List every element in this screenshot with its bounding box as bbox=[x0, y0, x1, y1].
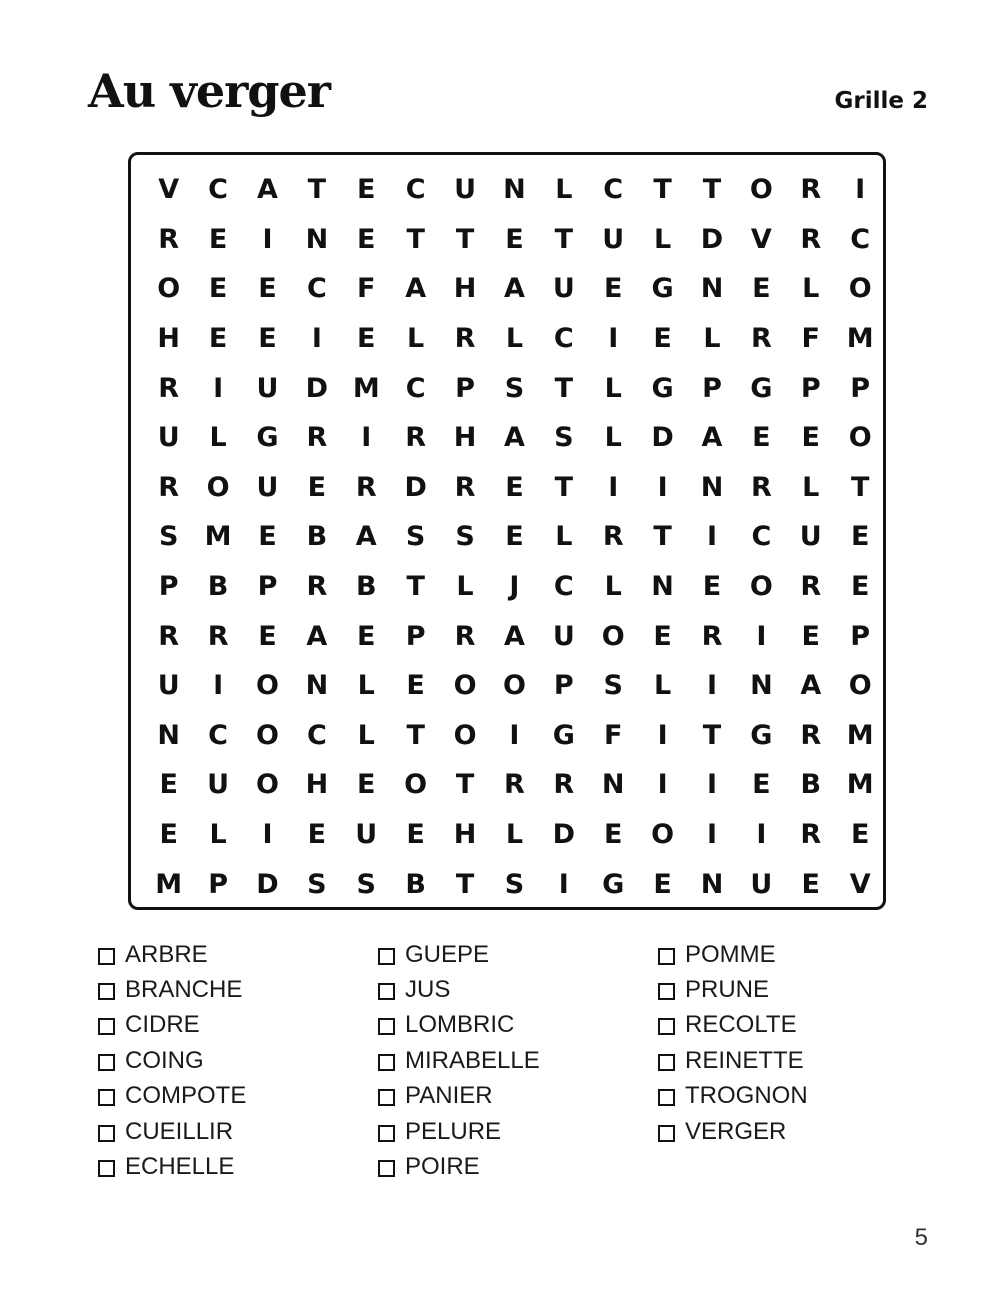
grid-cell[interactable]: E bbox=[357, 323, 376, 355]
grid-cell[interactable]: N bbox=[750, 670, 773, 702]
grid-cell[interactable]: I bbox=[608, 471, 619, 503]
grid-cell[interactable]: T bbox=[307, 174, 327, 206]
grid-cell[interactable]: N bbox=[651, 571, 674, 603]
grid-cell[interactable]: H bbox=[453, 273, 477, 305]
grid-cell[interactable]: P bbox=[208, 868, 228, 900]
grid-cell[interactable]: A bbox=[355, 521, 377, 553]
grid-cell[interactable]: R bbox=[454, 620, 476, 652]
word-label: CIDRE bbox=[125, 1011, 200, 1039]
grid-cell[interactable]: I bbox=[657, 769, 668, 801]
grid-cell[interactable]: G bbox=[750, 372, 773, 404]
grid-cell[interactable]: L bbox=[357, 670, 375, 702]
checkbox[interactable] bbox=[98, 1018, 115, 1035]
page-title: Au verger bbox=[88, 64, 331, 118]
grid-cell[interactable]: E bbox=[208, 273, 228, 305]
grid-cell[interactable]: T bbox=[653, 521, 672, 553]
grid-cell[interactable]: O bbox=[749, 174, 773, 206]
grid-cell[interactable]: L bbox=[604, 422, 622, 454]
grid-cell[interactable]: L bbox=[604, 372, 622, 404]
grid-cell[interactable]: I bbox=[213, 670, 224, 702]
word-list bbox=[98, 937, 858, 1185]
grid-cell[interactable]: E bbox=[357, 223, 376, 255]
word-list-item[interactable] bbox=[98, 937, 378, 972]
grid-cell[interactable]: C bbox=[306, 273, 327, 305]
grid-cell[interactable]: T bbox=[554, 223, 574, 255]
grid-cell[interactable]: R bbox=[454, 323, 476, 355]
grid-cell[interactable]: O bbox=[651, 819, 675, 851]
grid-cell[interactable]: B bbox=[800, 769, 822, 801]
grid-cell[interactable]: L bbox=[407, 323, 425, 355]
word-label: GUEPE bbox=[405, 940, 490, 968]
grid-cell[interactable]: D bbox=[256, 868, 279, 900]
grid-cell[interactable]: D bbox=[305, 372, 329, 404]
grid-cell[interactable]: G bbox=[602, 868, 625, 900]
checkbox[interactable] bbox=[98, 1125, 115, 1142]
grid-cell[interactable]: H bbox=[157, 323, 180, 355]
grid-cell[interactable]: R bbox=[158, 223, 180, 255]
word-list-item[interactable] bbox=[98, 1149, 378, 1184]
grid-cell[interactable]: B bbox=[405, 868, 426, 900]
word-list-item[interactable] bbox=[378, 1008, 658, 1043]
grid-cell[interactable]: R bbox=[306, 422, 328, 454]
grid-cell[interactable]: O bbox=[404, 769, 428, 801]
grid-cell[interactable]: U bbox=[552, 620, 575, 652]
grid-cell[interactable]: S bbox=[504, 868, 525, 900]
word-label: POMME bbox=[685, 940, 776, 968]
grid-cell[interactable]: U bbox=[256, 372, 279, 404]
word-list-item[interactable] bbox=[98, 1043, 378, 1078]
grid-cell[interactable]: N bbox=[157, 719, 180, 751]
grid-cell[interactable]: G bbox=[651, 273, 674, 305]
grid-cell[interactable]: E bbox=[307, 819, 327, 851]
grid-cell[interactable]: A bbox=[257, 174, 278, 206]
word-label: ECHELLE bbox=[125, 1153, 235, 1181]
grid-cell[interactable]: R bbox=[750, 471, 772, 503]
grid-cell[interactable]: R bbox=[602, 521, 624, 553]
grid-cell[interactable]: T bbox=[406, 571, 425, 603]
word-label: PRUNE bbox=[685, 976, 770, 1004]
grid-cell[interactable]: U bbox=[256, 471, 279, 503]
grid-cell[interactable]: A bbox=[503, 422, 525, 454]
grid-cell[interactable]: P bbox=[850, 620, 871, 652]
grid-cell[interactable]: O bbox=[256, 769, 279, 801]
grid-cell[interactable]: P bbox=[702, 372, 722, 404]
grid-cell[interactable]: V bbox=[158, 174, 180, 206]
word-label: VERGER bbox=[685, 1117, 787, 1145]
word-list-item[interactable] bbox=[378, 1114, 658, 1149]
word-label: TROGNON bbox=[685, 1082, 808, 1110]
grid-cell[interactable]: L bbox=[209, 422, 227, 454]
grid-label: Grille 2 bbox=[834, 88, 928, 114]
grid-cell[interactable]: O bbox=[848, 670, 872, 702]
grid-cell[interactable]: U bbox=[207, 769, 230, 801]
grid-cell[interactable]: T bbox=[455, 223, 475, 255]
grid-cell[interactable]: R bbox=[701, 620, 723, 652]
grid-cell[interactable]: T bbox=[455, 868, 475, 900]
grid-cell[interactable]: E bbox=[850, 521, 870, 553]
grid-cell[interactable]: H bbox=[305, 769, 329, 801]
grid-cell[interactable]: L bbox=[505, 323, 524, 355]
grid-cell[interactable]: R bbox=[750, 323, 772, 355]
grid-cell[interactable]: R bbox=[800, 719, 822, 751]
grid-cell[interactable]: P bbox=[405, 620, 426, 652]
grid-cell[interactable]: A bbox=[503, 620, 525, 652]
checkbox[interactable] bbox=[378, 983, 395, 1000]
word-list-item[interactable] bbox=[378, 1149, 658, 1184]
grid-cell[interactable]: S bbox=[158, 521, 179, 553]
grid-cell[interactable]: L bbox=[703, 323, 721, 355]
grid-cell[interactable]: E bbox=[208, 223, 228, 255]
word-list-item[interactable] bbox=[658, 1079, 858, 1114]
word-label: ARBRE bbox=[125, 940, 208, 968]
word-label: COING bbox=[125, 1046, 204, 1074]
grid-cell[interactable]: E bbox=[159, 819, 178, 851]
grid-cell[interactable]: C bbox=[208, 719, 228, 751]
grid-cell[interactable]: T bbox=[406, 719, 425, 751]
checkbox[interactable] bbox=[658, 1054, 675, 1071]
word-list-item[interactable] bbox=[658, 1043, 858, 1078]
grid-cell[interactable]: C bbox=[553, 323, 574, 355]
checkbox[interactable] bbox=[378, 1089, 395, 1106]
checkbox[interactable] bbox=[658, 1125, 675, 1142]
word-label: JUS bbox=[405, 976, 451, 1004]
grid-cell[interactable]: I bbox=[706, 521, 718, 553]
grid-cell[interactable]: C bbox=[850, 223, 871, 255]
grid-cell[interactable]: I bbox=[213, 372, 224, 404]
grid-cell[interactable]: T bbox=[554, 471, 574, 503]
grid-cell[interactable]: B bbox=[306, 521, 328, 553]
grid-cell[interactable]: O bbox=[502, 670, 526, 702]
grid-cell[interactable]: R bbox=[158, 471, 180, 503]
grid-cell[interactable]: P bbox=[158, 571, 179, 603]
checkbox[interactable] bbox=[378, 1125, 395, 1142]
grid-cell[interactable]: U bbox=[602, 223, 625, 255]
grid-cell[interactable]: U bbox=[552, 273, 575, 305]
grid-cell[interactable]: L bbox=[802, 471, 820, 503]
grid-cell[interactable]: E bbox=[505, 223, 524, 255]
checkbox[interactable] bbox=[378, 1160, 395, 1177]
grid-cell[interactable]: P bbox=[850, 372, 871, 404]
grid-cell[interactable]: O bbox=[206, 471, 230, 503]
grid-cell[interactable]: O bbox=[453, 670, 477, 702]
checkbox[interactable] bbox=[98, 983, 115, 1000]
grid-cell[interactable]: D bbox=[552, 819, 576, 851]
grid-cell[interactable]: O bbox=[256, 719, 279, 751]
word-label: LOMBRIC bbox=[405, 1011, 515, 1039]
grid-cell[interactable]: E bbox=[357, 620, 376, 652]
grid-cell[interactable]: T bbox=[702, 719, 722, 751]
checkbox[interactable] bbox=[658, 983, 675, 1000]
grid-cell[interactable]: R bbox=[306, 571, 328, 603]
grid-cell[interactable]: S bbox=[554, 422, 574, 454]
grid-cell[interactable]: L bbox=[209, 819, 227, 851]
grid-cell[interactable]: E bbox=[406, 819, 425, 851]
grid-cell[interactable]: E bbox=[653, 620, 672, 652]
grid-cell[interactable]: N bbox=[700, 471, 724, 503]
grid-cell[interactable]: P bbox=[553, 670, 574, 702]
grid-cell[interactable]: N bbox=[700, 273, 724, 305]
grid-cell[interactable]: E bbox=[307, 471, 327, 503]
checkbox[interactable] bbox=[378, 1018, 395, 1035]
grid-cell[interactable]: U bbox=[355, 819, 378, 851]
grid-cell[interactable]: O bbox=[453, 719, 477, 751]
grid-cell[interactable]: C bbox=[405, 372, 426, 404]
grid-cell[interactable]: E bbox=[801, 422, 820, 454]
grid-cell[interactable]: E bbox=[752, 769, 771, 801]
grid-cell[interactable]: D bbox=[700, 223, 724, 255]
grid-cell[interactable]: V bbox=[849, 868, 871, 900]
grid-cell[interactable]: V bbox=[750, 223, 772, 255]
grid-cell[interactable]: B bbox=[355, 571, 377, 603]
grid-cell[interactable]: I bbox=[756, 620, 767, 652]
grid-cell[interactable]: E bbox=[357, 174, 376, 206]
grid-cell[interactable]: U bbox=[454, 174, 476, 206]
grid-cell[interactable]: O bbox=[157, 273, 181, 305]
grid-cell[interactable]: I bbox=[262, 819, 273, 851]
grid-cell[interactable]: N bbox=[305, 223, 329, 255]
grid-cell[interactable]: L bbox=[456, 571, 474, 603]
grid-cell[interactable]: N bbox=[601, 769, 625, 801]
grid-cell[interactable]: M bbox=[846, 323, 874, 355]
grid-cell[interactable]: C bbox=[603, 174, 624, 206]
grid-cell[interactable]: E bbox=[752, 422, 771, 454]
grid-cell[interactable]: O bbox=[601, 620, 625, 652]
grid-cell[interactable]: B bbox=[207, 571, 229, 603]
grid-cell[interactable]: E bbox=[801, 868, 820, 900]
grid-cell[interactable]: L bbox=[555, 174, 573, 206]
grid-cell[interactable]: O bbox=[848, 422, 872, 454]
grid-cell[interactable]: T bbox=[653, 174, 672, 206]
checkbox[interactable] bbox=[658, 1018, 675, 1035]
word-list-item[interactable] bbox=[378, 1079, 658, 1114]
grid-cell[interactable]: U bbox=[157, 670, 180, 702]
word-list-item[interactable] bbox=[658, 1114, 858, 1149]
word-label: BRANCHE bbox=[125, 976, 243, 1004]
grid-cell[interactable]: A bbox=[800, 670, 822, 702]
grid-cell[interactable]: N bbox=[700, 868, 724, 900]
grid-cell[interactable]: G bbox=[651, 372, 674, 404]
word-list-item[interactable] bbox=[658, 1008, 858, 1043]
grid-cell[interactable]: L bbox=[555, 521, 573, 553]
grid-cell[interactable]: A bbox=[701, 422, 723, 454]
grid-cell[interactable]: A bbox=[503, 273, 525, 305]
word-list-item[interactable] bbox=[658, 972, 858, 1007]
grid-cell[interactable]: J bbox=[509, 571, 520, 603]
grid-cell[interactable]: D bbox=[651, 422, 674, 454]
grid-cell[interactable]: E bbox=[653, 323, 672, 355]
grid-cell[interactable]: E bbox=[850, 819, 870, 851]
grid-cell[interactable]: I bbox=[262, 223, 273, 255]
grid-cell[interactable]: E bbox=[159, 769, 178, 801]
grid-cell[interactable]: H bbox=[453, 819, 477, 851]
grid-cell[interactable]: F bbox=[357, 273, 376, 305]
word-list-item[interactable] bbox=[378, 1043, 658, 1078]
grid-cell[interactable]: I bbox=[657, 471, 668, 503]
grid-cell[interactable]: G bbox=[750, 719, 773, 751]
grid-cell[interactable]: S bbox=[603, 670, 623, 702]
grid-cell[interactable]: T bbox=[406, 223, 425, 255]
grid-cell[interactable]: C bbox=[405, 174, 426, 206]
grid-cell[interactable]: C bbox=[553, 571, 574, 603]
checkbox[interactable] bbox=[378, 948, 395, 965]
grid-cell[interactable]: R bbox=[158, 372, 180, 404]
grid-cell[interactable]: S bbox=[356, 868, 376, 900]
grid-cell[interactable]: N bbox=[305, 670, 329, 702]
checkbox[interactable] bbox=[98, 1089, 115, 1106]
checkbox[interactable] bbox=[98, 1054, 115, 1071]
checkbox[interactable] bbox=[98, 948, 115, 965]
grid-cell[interactable]: E bbox=[208, 323, 228, 355]
word-search-board bbox=[128, 152, 886, 910]
grid-cell[interactable]: I bbox=[311, 323, 322, 355]
grid-cell[interactable]: L bbox=[653, 670, 672, 702]
grid-cell[interactable]: P bbox=[800, 372, 821, 404]
grid-cell[interactable]: A bbox=[306, 620, 328, 652]
grid-cell[interactable]: I bbox=[706, 670, 718, 702]
grid-cell[interactable]: O bbox=[749, 571, 773, 603]
word-list-item[interactable] bbox=[658, 937, 858, 972]
grid-cell[interactable]: F bbox=[603, 719, 623, 751]
grid-cell[interactable]: E bbox=[702, 571, 722, 603]
word-label: MIRABELLE bbox=[405, 1046, 540, 1074]
grid-cell[interactable]: F bbox=[801, 323, 820, 355]
grid-cell[interactable]: I bbox=[756, 819, 767, 851]
grid-cell[interactable]: C bbox=[751, 521, 772, 553]
grid-cell[interactable]: L bbox=[604, 571, 622, 603]
grid-cell[interactable]: E bbox=[752, 273, 771, 305]
grid-cell[interactable]: S bbox=[504, 372, 525, 404]
grid-cell[interactable]: T bbox=[850, 471, 870, 503]
grid-cell[interactable]: R bbox=[504, 769, 525, 801]
word-list-item[interactable] bbox=[98, 1114, 378, 1149]
grid-cell[interactable]: L bbox=[653, 223, 672, 255]
grid-cell[interactable]: R bbox=[355, 471, 377, 503]
word-label: CUEILLIR bbox=[125, 1117, 234, 1145]
grid-cell[interactable]: G bbox=[256, 422, 279, 454]
grid-cell[interactable]: P bbox=[257, 571, 278, 603]
grid-cell[interactable]: R bbox=[158, 620, 180, 652]
grid-cell[interactable]: E bbox=[258, 273, 277, 305]
grid-cell[interactable]: E bbox=[258, 521, 277, 553]
grid-cell[interactable]: M bbox=[846, 769, 874, 801]
grid-cell[interactable]: E bbox=[357, 769, 376, 801]
grid-cell[interactable]: O bbox=[256, 670, 279, 702]
word-label: POIRE bbox=[405, 1153, 480, 1181]
word-label: RECOLTE bbox=[685, 1011, 797, 1039]
word-list-item[interactable] bbox=[378, 972, 658, 1007]
grid-cell[interactable]: C bbox=[306, 719, 327, 751]
grid-cell[interactable]: A bbox=[405, 273, 427, 305]
checkbox[interactable] bbox=[658, 948, 675, 965]
grid-cell[interactable]: S bbox=[455, 521, 475, 553]
grid-cell[interactable]: G bbox=[552, 719, 575, 751]
grid-cell[interactable]: D bbox=[404, 471, 427, 503]
grid-cell[interactable]: T bbox=[455, 769, 475, 801]
grid-cell[interactable]: I bbox=[657, 719, 668, 751]
grid-cell[interactable]: E bbox=[505, 471, 524, 503]
grid-cell[interactable]: R bbox=[207, 620, 229, 652]
grid-cell[interactable]: E bbox=[406, 670, 425, 702]
checkbox[interactable] bbox=[378, 1054, 395, 1071]
word-label: PANIER bbox=[405, 1082, 493, 1110]
checkbox[interactable] bbox=[658, 1089, 675, 1106]
grid-cell[interactable]: U bbox=[157, 422, 180, 454]
grid-cell[interactable]: T bbox=[554, 372, 574, 404]
page-number: 5 bbox=[914, 1224, 928, 1251]
grid-cell[interactable]: E bbox=[603, 819, 623, 851]
grid-cell[interactable]: R bbox=[800, 819, 822, 851]
grid-cell[interactable]: L bbox=[802, 273, 820, 305]
grid-cell[interactable]: S bbox=[307, 868, 327, 900]
grid-cell[interactable]: C bbox=[208, 174, 228, 206]
grid-cell[interactable]: S bbox=[405, 521, 426, 553]
letter-grid bbox=[144, 165, 885, 909]
word-label: PELURE bbox=[405, 1117, 502, 1145]
grid-cell[interactable]: I bbox=[855, 174, 866, 206]
grid-cell[interactable]: R bbox=[800, 174, 822, 206]
grid-cell[interactable]: I bbox=[361, 422, 372, 454]
grid-cell[interactable]: E bbox=[258, 323, 277, 355]
grid-cell[interactable]: I bbox=[558, 868, 569, 900]
grid-cell[interactable]: R bbox=[553, 769, 575, 801]
grid-cell[interactable]: M bbox=[155, 868, 183, 900]
grid-cell[interactable]: R bbox=[454, 471, 476, 503]
grid-cell[interactable]: E bbox=[258, 620, 277, 652]
grid-cell[interactable]: I bbox=[706, 819, 718, 851]
word-label: REINETTE bbox=[685, 1046, 804, 1074]
grid-cell[interactable]: N bbox=[503, 174, 526, 206]
grid-cell[interactable]: R bbox=[800, 571, 822, 603]
grid-cell[interactable]: H bbox=[453, 422, 477, 454]
grid-cell[interactable]: T bbox=[702, 174, 722, 206]
word-list-item[interactable] bbox=[378, 937, 658, 972]
grid-cell[interactable]: U bbox=[799, 521, 822, 553]
word-list-item[interactable] bbox=[98, 1008, 378, 1043]
grid-cell[interactable]: I bbox=[706, 769, 718, 801]
grid-cell[interactable]: O bbox=[848, 273, 872, 305]
grid-cell[interactable]: I bbox=[509, 719, 520, 751]
grid-cell[interactable]: E bbox=[505, 521, 524, 553]
grid-cell[interactable]: L bbox=[357, 719, 375, 751]
grid-cell[interactable]: U bbox=[750, 868, 773, 900]
grid-cell[interactable]: E bbox=[653, 868, 672, 900]
grid-cell[interactable]: E bbox=[850, 571, 870, 603]
grid-cell[interactable]: R bbox=[800, 223, 822, 255]
grid-cell[interactable]: P bbox=[455, 372, 475, 404]
word-label: COMPOTE bbox=[125, 1082, 247, 1110]
grid-cell[interactable]: M bbox=[352, 372, 380, 404]
grid-cell[interactable]: I bbox=[608, 323, 619, 355]
grid-cell[interactable]: M bbox=[846, 719, 874, 751]
word-list-item[interactable] bbox=[98, 1079, 378, 1114]
grid-cell[interactable]: M bbox=[204, 521, 232, 553]
grid-cell[interactable]: E bbox=[801, 620, 820, 652]
grid-cell[interactable]: E bbox=[603, 273, 623, 305]
word-list-item[interactable] bbox=[98, 972, 378, 1007]
checkbox[interactable] bbox=[98, 1160, 115, 1177]
grid-cell[interactable]: R bbox=[405, 422, 427, 454]
grid-cell[interactable]: L bbox=[505, 819, 524, 851]
